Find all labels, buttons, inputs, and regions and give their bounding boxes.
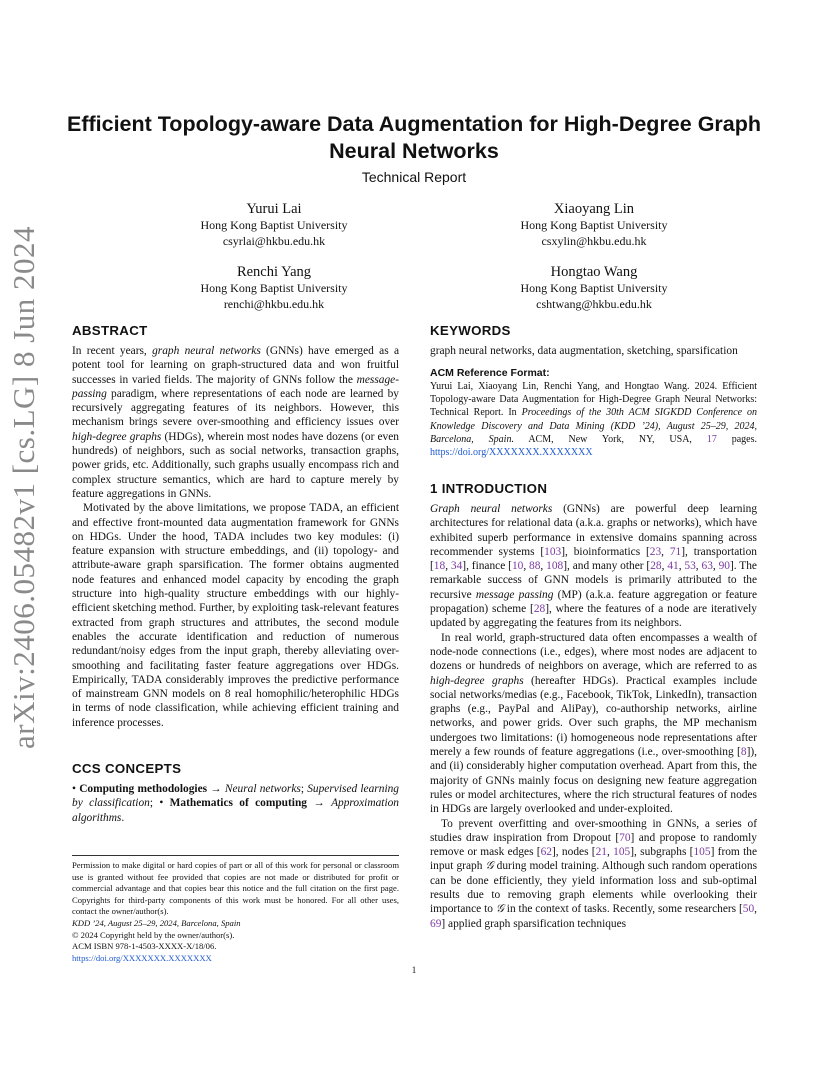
page-number: 1 (411, 965, 417, 975)
keywords-text (430, 344, 757, 358)
ccs-concepts (72, 782, 399, 825)
introduction-heading: 1 INTRODUCTION (430, 481, 548, 496)
abstract-paragraph: Motivated by the above limitations, we propose TADA, an efficient and effective front-mounted data augmentation framework for GNNs on HDGs. Under the hood, TADA includes two key modules: (i) feature expansion with structure embeddings, and (ii) topology- and attribute-aware graph sparsification. The former obtains augmented node features and enhanced model capacity by encoding the graph structure into high-quality structure embeddings with our highly-efficient sketching method. Further, by exploiting task-relevant features extracted from graph structures and attributes, the second module enables the accurate identification and reduction of numerous redundant/noisy edges from the input graph, thereby alleviating over-smoothing and facilitating faster feature aggregations over HDGs. Empirically, TADA considerably improves the predictive performance of mainstream GNN models on 8 real homophilic/heterophilic HDGs in terms of node classification, while achieving efficient training and inference processes. (72, 502, 399, 729)
author-name: Hongtao Wang (550, 264, 638, 280)
ccs-text: • Computing methodologies → Neural networks; Supervised learning by classification; • Mathematics of computing → Approximation algorithms. (72, 783, 399, 824)
ccs-heading: CCS CONCEPTS (72, 761, 182, 776)
footnote-rule (72, 855, 399, 856)
arxiv-stamp: arXiv:2406.05482v1 [cs.LG] 8 Jun 2024 (6, 225, 41, 749)
abstract-heading: ABSTRACT (72, 323, 148, 338)
author-email: cshtwang@hkbu.edu.hk (536, 296, 652, 311)
author-email: renchi@hkbu.edu.hk (223, 296, 325, 311)
author-block (454, 263, 734, 312)
author-affiliation: Hong Kong Baptist University (200, 281, 348, 295)
author-block (134, 263, 414, 312)
acm-reference-text: Yurui Lai, Xiaoyang Lin, Renchi Yang, and Hongtao Wang. 2024. Efficient Topology-aware Data Augmentation for High-Degree Graph Neural Networks: Technical Report. In Proceedings of the 30th ACM SIGKDD Conference on Knowledge Discovery and Data Mining (KDD ’24), August 25–29, 2024, Barcelona, Spain. ACM, New York, NY, USA, 17 pages. https://doi.org/XXXXXXX.XXXXXXX (430, 381, 757, 459)
keywords-list: graph neural networks, data augmentation, sketching, sparsification (430, 345, 738, 357)
paper-subtitle: Technical Report (361, 169, 467, 185)
author-name: Renchi Yang (236, 264, 312, 280)
abstract-text (72, 344, 399, 730)
author-affiliation: Hong Kong Baptist University (520, 218, 668, 232)
acm-reference-heading: ACM Reference Format: (430, 367, 550, 379)
introduction-text (430, 502, 757, 931)
intro-paragraph: Graph neural networks (GNNs) are powerful deep learning architectures for relational data (a.k.a. graphs or networks), which have exhibited superb performance in extensive domains spanning across recommender systems [103], bioinformatics [23, 71], transportation [18, 34], finance [10, 88, 108], and many other [28, 41, 53, 63, 90]. The remarkable success of GNN models is primarily attributed to the recursive message passing (MP) (a.k.a. feature aggregation or feature propagation) scheme [28], where the features of a node are iteratively updated by aggregating the features from its neighbors. (430, 503, 758, 630)
intro-paragraph: To prevent overfitting and over-smoothing in GNNs, a series of studies draw inspiration from Dropout [70] and propose to randomly remove or mask edges [62], nodes [21, 105], subgraphs [105] from the input graph 𝒢 during model training. Although such random operations can be done efficiently, they yield information loss and sub-optimal results due to removing graph elements while overlooking their importance to 𝒢 in the context of tasks. Recently, some researchers [50, 69] applied graph sparsification techniques (430, 817, 758, 930)
author-email: csxylin@hkbu.edu.hk (541, 233, 647, 248)
author-name: Yurui Lai (246, 201, 302, 217)
paper-title: Efficient Topology-aware Data Augmentation for High-Degree Graph Neural Networks (66, 112, 762, 163)
intro-paragraph: In real world, graph-structured data often encompasses a wealth of node-node connections (i.e., edges), where most nodes are adjacent to dozens or hundreds of neighbors on average, which are referred to as high-degree graphs (hereafter HDGs). Practical examples include social networks/medias (e.g., Facebook, TikTok, LinkedIn), transaction graphs (e.g., PayPal and AliPay), co-authorship networks, airline networks, and power grids. Over such graphs, the MP mechanism undergoes two limitations: (i) homogeneous node representations after merely a few rounds of feature aggregations (i.e., over-smoothing [8]), and (ii) considerably higher computation overhead. Apart from this, the majority of GNNs mainly focus on designing new feature aggregation rules or model architectures, where the rich structural features of nodes in HDGs are largely overlooked and under-exploited. (430, 631, 757, 816)
author-affiliation: Hong Kong Baptist University (200, 218, 348, 232)
author-block (454, 200, 734, 249)
permission-footnote: Permission to make digital or hard copies of part or all of this work for personal or classroom use is granted without fee provided that copies are not made or distributed for profit or commercial advantage and that copies bear this notice and the full citation on the first page. Copyrights for third-party components of this work must be honored. For all other uses, contact the owner/author(s). KDD ’24, August 25–29, 2024, Barcelona, Spain © 2024 Copyright held by the owner/author(s). ACM ISBN 978-1-4503-XXXX-X/18/06. https://doi.org/XXXXXXX.XXXXXXX (72, 860, 399, 963)
abstract-paragraph: In recent years, graph neural networks (GNNs) have emerged as a potent tool for learning on graph-structured data and won fruitful successes in varied fields. The majority of GNNs follow the message-passing paradigm, where representations of each node are learned by recursively aggregating features of its neighbors. However, this mechanism brings severe over-smoothing and efficiency issues over high-degree graphs (HDGs), wherein most nodes have dozens (or even hundreds) of neighbors, such as social networks, transaction graphs, power grids, etc. Additionally, such graphs usually encompass rich and complex structure semantics, which are hard to capture merely by feature aggregations in GNNs. (72, 345, 400, 500)
author-block (134, 200, 414, 249)
author-name: Xiaoyang Lin (553, 201, 635, 217)
author-email: csyrlai@hkbu.edu.hk (222, 233, 326, 248)
author-affiliation: Hong Kong Baptist University (520, 281, 668, 295)
keywords-heading: KEYWORDS (430, 323, 511, 338)
